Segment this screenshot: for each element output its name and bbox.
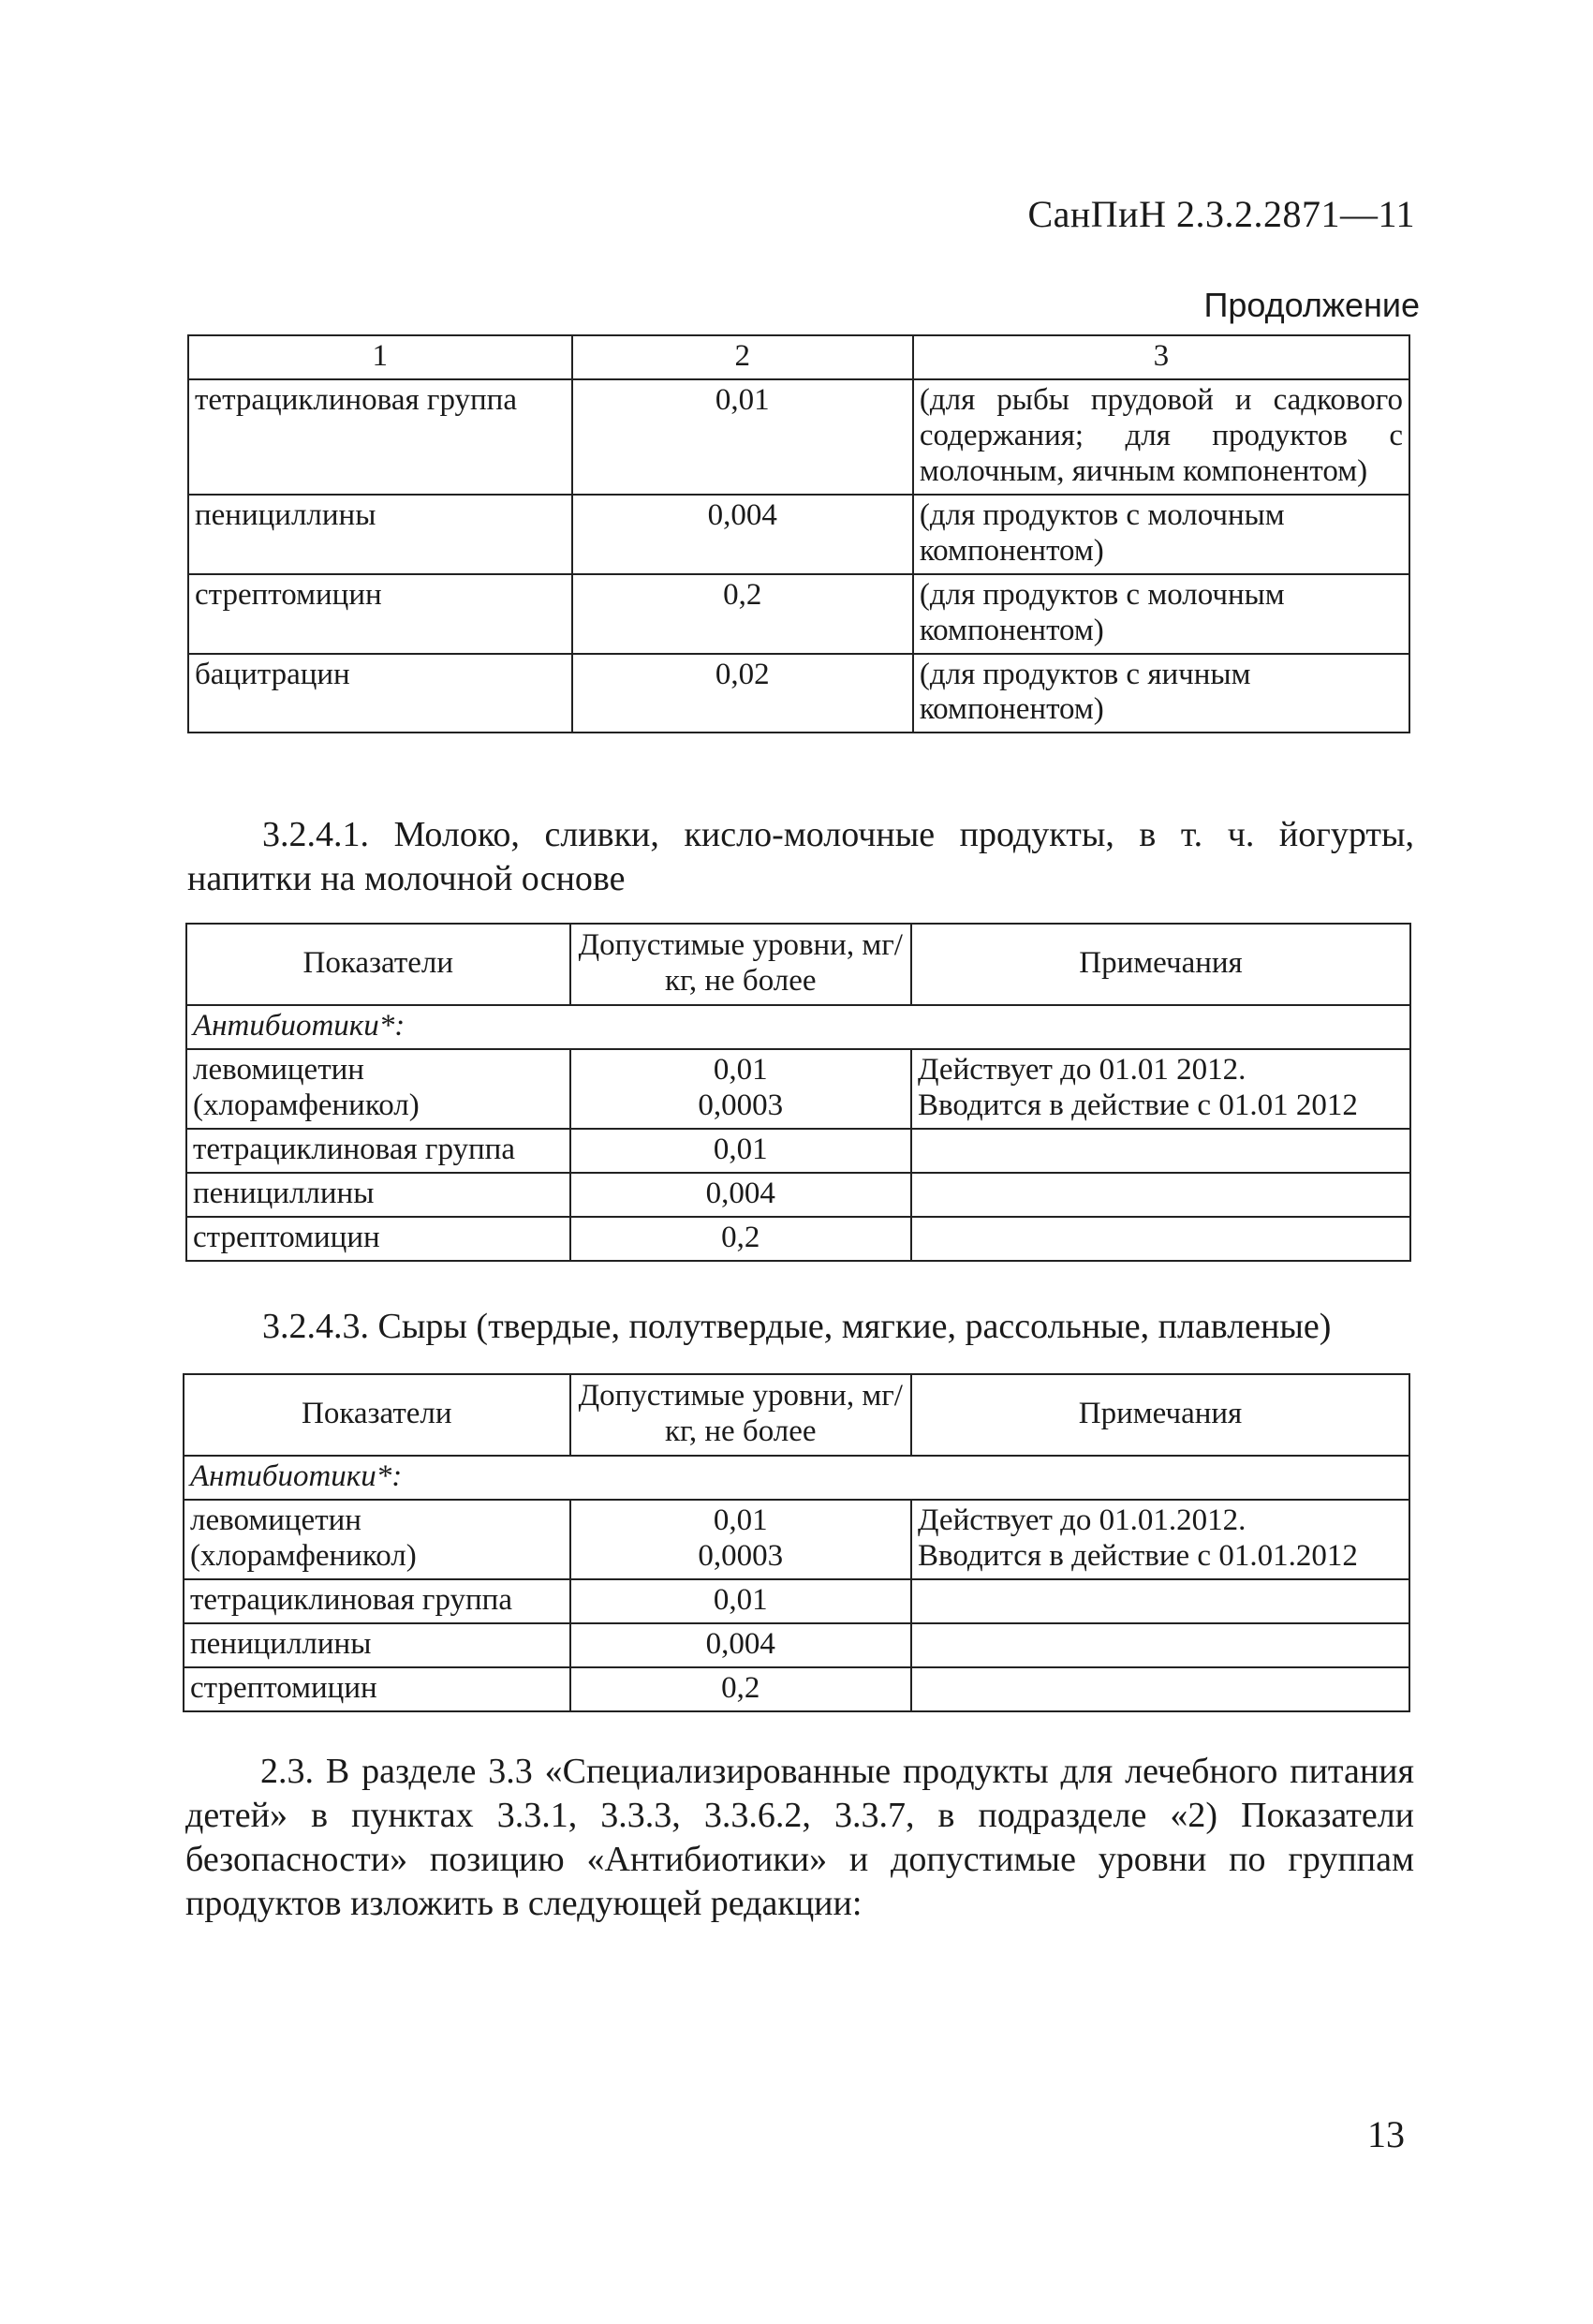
table-row: [188, 495, 1409, 574]
table-header-row: [184, 1374, 1409, 1456]
group-row: [186, 1005, 1410, 1049]
indicator-cell: бацитрацин: [188, 654, 572, 733]
note-cell: [911, 1579, 1409, 1623]
note-cell: [911, 1173, 1410, 1217]
continuation-table: [187, 334, 1410, 733]
table-row: [188, 574, 1409, 654]
level-cell: 0,01 0,0003: [570, 1049, 911, 1129]
cheese-table: [183, 1373, 1410, 1712]
section-title-milk: 3.2.4.1. Молоко, сливки, кисло-молочные продукты, в т. ч. йогурты, напитки на молочной основе: [187, 815, 1414, 899]
group-label: Антибиотики*:: [184, 1456, 1409, 1500]
column-header: 1: [188, 335, 572, 379]
table-row: [184, 1667, 1409, 1711]
page-number: 13: [1367, 2113, 1405, 2155]
column-header: 3: [913, 335, 1409, 379]
column-header: Примечания: [911, 924, 1410, 1005]
indicator-cell: стрептомицин: [188, 574, 572, 654]
milk-products-table: [185, 923, 1411, 1262]
column-header: 2: [572, 335, 913, 379]
indicator-cell: пенициллины: [184, 1623, 570, 1667]
table-row: [184, 1623, 1409, 1667]
level-cell: 0,01 0,0003: [570, 1500, 911, 1579]
indicator-cell: пенициллины: [186, 1173, 570, 1217]
level-cell: 0,02: [572, 654, 913, 733]
indicator-cell: тетрациклиновая группа: [184, 1579, 570, 1623]
indicator-cell: левомицетин (хлорамфеникол): [186, 1049, 570, 1129]
note-cell: (для продуктов с яичным компонентом): [913, 654, 1409, 733]
note-cell: (для рыбы прудовой и садкового содержания; для продуктов с молочным, яичным компонентом): [913, 379, 1409, 495]
indicator-cell: пенициллины: [188, 495, 572, 574]
level-cell: 0,004: [570, 1173, 911, 1217]
note-cell: [911, 1623, 1409, 1667]
table-row: [184, 1579, 1409, 1623]
table-row: [184, 1500, 1409, 1579]
column-header: Показатели: [186, 924, 570, 1005]
table-row: [186, 1049, 1410, 1129]
indicator-cell: стрептомицин: [184, 1667, 570, 1711]
note-cell: (для продуктов с молочным компонентом): [913, 495, 1409, 574]
level-cell: 0,01: [570, 1129, 911, 1173]
level-cell: 0,2: [570, 1667, 911, 1711]
section-title-cheese: 3.2.4.3. Сыры (твердые, полутвердые, мягкие, рассольные, плавленые): [262, 1307, 1332, 1346]
level-cell: 0,2: [570, 1217, 911, 1261]
table-row: [186, 1173, 1410, 1217]
table-header-row: [188, 335, 1409, 379]
column-header: Допустимые уровни, мг/кг, не более: [570, 1374, 911, 1456]
group-row: [184, 1456, 1409, 1500]
column-header: Допустимые уровни, мг/кг, не более: [570, 924, 911, 1005]
group-label: Антибиотики*:: [186, 1005, 1410, 1049]
indicator-cell: тетрациклиновая группа: [186, 1129, 570, 1173]
level-cell: 0,01: [572, 379, 913, 495]
level-cell: 0,01: [570, 1579, 911, 1623]
table-row: [186, 1129, 1410, 1173]
indicator-cell: стрептомицин: [186, 1217, 570, 1261]
note-cell: [911, 1129, 1410, 1173]
table-row: [188, 379, 1409, 495]
column-header: Примечания: [911, 1374, 1409, 1456]
document-code: СанПиН 2.3.2.2871—11: [1027, 193, 1415, 235]
note-cell: (для продуктов с молочным компонентом): [913, 574, 1409, 654]
table-row: [188, 654, 1409, 733]
table-row: [186, 1217, 1410, 1261]
table-header-row: [186, 924, 1410, 1005]
indicator-cell: тетрациклиновая группа: [188, 379, 572, 495]
continuation-label: Продолжение: [1203, 286, 1420, 324]
note-cell: [911, 1667, 1409, 1711]
level-cell: 0,2: [572, 574, 913, 654]
amendment-paragraph: 2.3. В разделе 3.3 «Специализированные продукты для лечебного питания детей» в пунктах 3.3.1, 3.3.3, 3.3.6.2, 3.3.7, в подразделе «2) Показатели безопасности» позицию «Антибиотики» и допустимые уровни по группам продуктов изложить в следующей редакции:: [185, 1752, 1414, 1924]
indicator-cell: левомицетин (хлорамфеникол): [184, 1500, 570, 1579]
note-cell: [911, 1217, 1410, 1261]
level-cell: 0,004: [572, 495, 913, 574]
level-cell: 0,004: [570, 1623, 911, 1667]
note-cell: Действует до 01.01 2012. Вводится в действие с 01.01 2012: [911, 1049, 1410, 1129]
column-header: Показатели: [184, 1374, 570, 1456]
note-cell: Действует до 01.01.2012. Вводится в действие с 01.01.2012: [911, 1500, 1409, 1579]
